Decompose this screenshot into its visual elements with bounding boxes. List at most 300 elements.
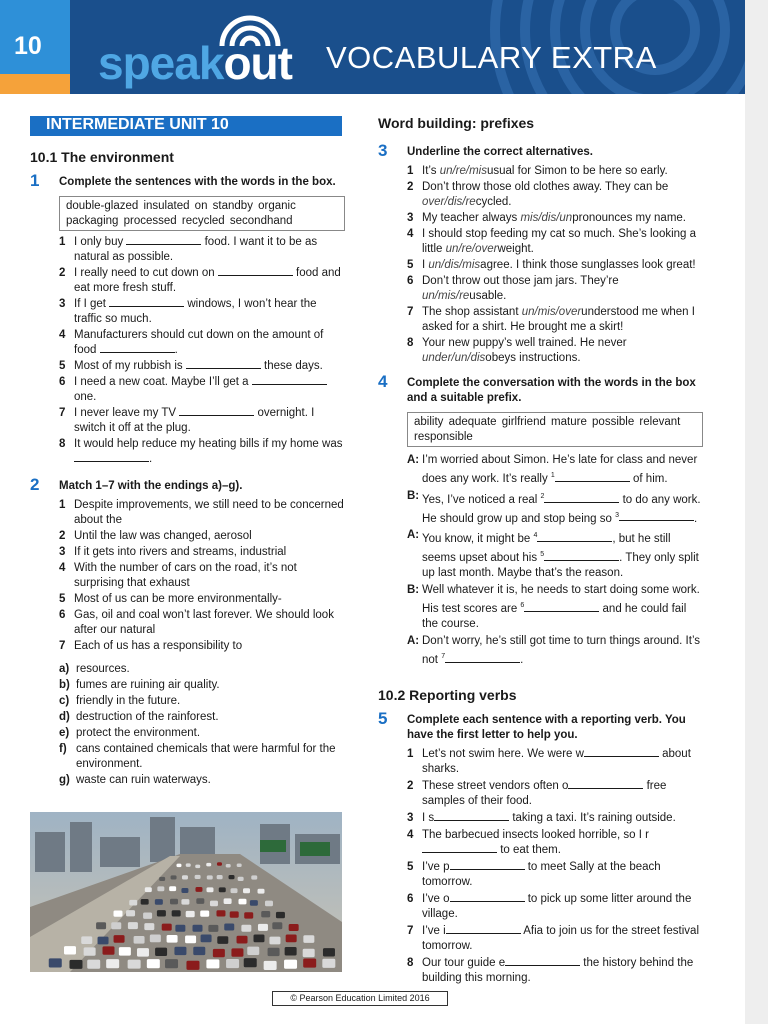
text-before-gap: If I get [74, 298, 110, 310]
item-text: Until the law was changed, aerosol [74, 530, 252, 542]
text-before-gap: I really need to cut down on [74, 267, 218, 279]
car [69, 960, 82, 969]
gap-number: 7 [441, 652, 446, 660]
prefix-options[interactable]: un/dis/mis [428, 259, 481, 271]
item-text [422, 227, 703, 257]
car [84, 947, 96, 955]
item-number: 2 [59, 267, 66, 279]
item-text [422, 336, 703, 366]
exercise-item [59, 437, 345, 467]
ending-letter: b) [59, 679, 70, 691]
item-text [74, 297, 345, 327]
prefix-options[interactable]: over/dis/re [422, 196, 476, 208]
ending-letter: e) [59, 727, 70, 739]
gap-number: 1 [550, 472, 555, 479]
word-box: double-glazed insulated on standby organic packaging processed recycled secondhand [59, 196, 345, 231]
car [237, 936, 248, 944]
item-number: 4 [59, 329, 66, 341]
exercise-item [59, 406, 345, 436]
car [237, 863, 242, 867]
car [186, 863, 191, 867]
item-text: Despite improvements, we still need to be concerned about the [74, 499, 344, 526]
car [226, 959, 239, 968]
text-after-options: obeys instructions. [485, 352, 581, 364]
exercise-1-header [30, 173, 345, 190]
item-text [422, 211, 703, 226]
car [186, 961, 199, 970]
exercise-item [59, 359, 345, 374]
item-number: 1 [59, 236, 66, 248]
car [206, 887, 213, 892]
car [207, 875, 213, 879]
item-number: 4 [59, 562, 66, 574]
car [165, 959, 178, 968]
item-number: 2 [59, 530, 66, 542]
exercise-item [59, 545, 345, 560]
car [284, 960, 297, 969]
prefix-options[interactable]: mis/dis/un [520, 212, 573, 224]
text-before-options: The shop assistant [422, 306, 522, 318]
ending-item [59, 710, 345, 725]
item-text [74, 235, 345, 265]
text-after-gap: these days. [260, 360, 323, 372]
car [224, 923, 234, 930]
gap-number: 3 [615, 511, 619, 519]
exercise-item [59, 498, 345, 528]
exercise-instruction: Complete each sentence with a reporting verb. You have the first letter to help you. [407, 713, 686, 741]
exercise-2-endings [59, 662, 345, 788]
answer-blank[interactable] [450, 860, 525, 870]
car [114, 935, 125, 943]
car [264, 961, 277, 970]
exercise-item [59, 608, 345, 638]
car [157, 910, 166, 916]
text-after-gap: taking a taxi. It’s raining outside. [509, 811, 676, 824]
answer-blank[interactable] [619, 511, 694, 521]
car [159, 877, 165, 881]
car [170, 899, 178, 905]
car [261, 911, 270, 917]
car [258, 889, 265, 894]
car [195, 865, 200, 869]
gap-number: 5 [540, 551, 545, 559]
right-column [378, 110, 703, 986]
car [155, 948, 167, 956]
line-text [422, 583, 703, 632]
item-number: 7 [59, 407, 66, 419]
speaker-label: B: [407, 584, 420, 597]
text-after-options: usual for Simon to be here so early. [486, 165, 668, 177]
car [219, 887, 226, 892]
text-after-gap: to pick up some litter around the village. [422, 892, 692, 920]
item-text [74, 359, 345, 374]
conversation-line [407, 453, 703, 487]
exercise-5-header [378, 708, 703, 743]
prefix-options[interactable]: un/re/mis [439, 165, 487, 177]
car [206, 959, 219, 968]
car [200, 910, 209, 916]
exercise-2-items [59, 498, 345, 654]
car [322, 959, 335, 968]
text-after-options: understood me when I asked for a shirt. He brought me a skirt! [422, 306, 695, 333]
answer-blank[interactable] [568, 779, 643, 789]
car [244, 958, 257, 967]
answer-blank[interactable] [109, 297, 184, 307]
car [210, 901, 218, 907]
text-before-gap: Well whatever it is, he needs to start doing some work. His test scores are [422, 584, 700, 615]
item-number: 6 [407, 275, 414, 287]
answer-blank[interactable] [179, 406, 254, 416]
item-text [74, 266, 345, 296]
car [167, 935, 178, 943]
header-title: VOCABULARY EXTRA [326, 40, 657, 75]
car [172, 910, 181, 916]
car [217, 875, 223, 879]
text-before-gap: Yes, I’ve noticed a real [422, 493, 541, 506]
car [126, 910, 135, 916]
prefix-options[interactable]: under/un/dis [422, 352, 486, 364]
car [272, 922, 282, 929]
car [181, 888, 188, 893]
prefix-options[interactable]: un/mis/re [422, 290, 470, 302]
exercise-item [407, 164, 703, 179]
car [303, 958, 316, 967]
text-after-gap: Afia to join us for the street festival tomorrow. [422, 924, 699, 952]
car [323, 948, 335, 956]
exercise-item [407, 227, 703, 257]
exercise-instruction: Complete the sentences with the words in the box. [59, 176, 336, 188]
car [175, 925, 185, 932]
answer-blank[interactable] [544, 551, 619, 561]
exercise-instruction: Complete the conversation with the words in the box and a suitable prefix. [407, 377, 696, 404]
line-text [422, 489, 703, 527]
exercise-item [59, 328, 345, 358]
car [145, 887, 152, 892]
text-before-options: It’s [422, 165, 440, 177]
car [182, 875, 188, 879]
copyright-footer: © Pearson Education Limited 2016 [272, 991, 448, 1006]
car [111, 922, 121, 929]
car [238, 899, 246, 905]
speaker-label: A: [407, 454, 420, 466]
text-before-gap: Our tour guide e [422, 956, 506, 969]
car [155, 899, 163, 905]
car [157, 886, 164, 891]
answer-blank[interactable] [505, 956, 580, 966]
answer-blank[interactable] [544, 493, 619, 503]
text-before-gap: I never leave my TV [74, 407, 180, 419]
text-after-gap: food and eat more fresh stuff. [74, 267, 341, 294]
car [174, 947, 186, 955]
item-number: 6 [59, 376, 66, 388]
item-number: 4 [407, 828, 414, 841]
item-number: 7 [407, 924, 414, 937]
text-before-gap: Most of my rubbish is [74, 360, 186, 372]
gap-number: 2 [540, 492, 545, 500]
item-number: 5 [407, 259, 414, 271]
car [244, 912, 253, 918]
text-before-options: Don’t throw out those jam jars. They’re [422, 275, 619, 287]
item-text [422, 892, 703, 922]
text-after-options: weight. [497, 243, 534, 255]
car [265, 901, 273, 907]
car [208, 925, 218, 932]
answer-blank[interactable] [446, 924, 521, 934]
car [129, 900, 137, 906]
text-after-gap: of him. [629, 472, 668, 485]
car [224, 898, 232, 904]
answer-blank[interactable] [218, 266, 293, 276]
gap-number: 4 [533, 532, 538, 540]
item-text [422, 924, 703, 954]
car [269, 937, 280, 945]
answer-blank[interactable] [524, 602, 599, 612]
answer-blank[interactable] [434, 811, 509, 821]
exercise-item [407, 828, 703, 858]
car [141, 899, 149, 905]
exercise-item [59, 266, 345, 296]
car [276, 912, 285, 918]
ending-text: friendly in the future. [76, 695, 181, 707]
speaker-label: A: [407, 634, 420, 647]
text-before-options: I should stop feeding my cat so much. She’s looking a little [422, 228, 697, 255]
text-after-gap: and he could fail the course. [422, 602, 687, 630]
exercise-number: 2 [30, 475, 40, 494]
item-number: 2 [407, 779, 414, 792]
answer-blank[interactable] [126, 235, 201, 245]
exercise-item [407, 747, 703, 777]
speaker-label: B: [407, 489, 420, 502]
item-text [422, 164, 703, 179]
exercise-3-items [407, 164, 703, 366]
text-after-options: agree. I think those sunglasses look great! [480, 259, 696, 271]
text-after-gap: to do any work. He should grow up and stop being so [422, 493, 701, 525]
text-after-gap: , but he still seems upset about his [422, 533, 671, 565]
car [96, 922, 106, 929]
text-before-options: Your new puppy’s well trained. He never [422, 337, 627, 349]
ending-text: fumes are ruining air quality. [76, 679, 220, 691]
section-title-reporting-verbs: 10.2 Reporting verbs [378, 686, 517, 703]
ending-letter: f) [59, 743, 67, 755]
exercise-item [59, 639, 345, 654]
item-number: 3 [59, 546, 66, 558]
exercise-item [59, 592, 345, 607]
car [137, 948, 149, 956]
exercise-item [407, 779, 703, 809]
item-number: 7 [59, 640, 66, 652]
page-header [0, 0, 745, 94]
car [196, 898, 204, 904]
text-before-gap: I’ve o [422, 892, 450, 905]
line-text [422, 453, 703, 487]
exercise-number: 5 [378, 708, 388, 728]
car [231, 888, 238, 893]
car [103, 946, 115, 954]
text-before-gap: I only buy [74, 236, 127, 248]
item-number: 5 [407, 860, 414, 873]
item-number: 1 [59, 499, 66, 511]
car [238, 877, 244, 881]
item-text [422, 860, 703, 890]
answer-blank[interactable] [537, 532, 612, 542]
exercise-3-header [378, 143, 703, 160]
text-before-gap: Manufacturers should cut down on the amount of food [74, 329, 324, 356]
exercise-item [59, 529, 345, 544]
item-number: 5 [59, 360, 66, 372]
ending-letter: a) [59, 663, 70, 675]
line-text [422, 634, 703, 668]
prefix-options[interactable]: un/re/over [445, 243, 498, 255]
car [286, 934, 297, 942]
text-before-gap: It would help reduce my heating bills if my home was [74, 438, 343, 450]
line-text [422, 528, 703, 581]
answer-blank[interactable] [252, 375, 327, 385]
exercise-item [407, 924, 703, 954]
ending-text: resources. [76, 663, 130, 675]
car [230, 911, 239, 917]
exercise-item [59, 375, 345, 405]
conversation-line [407, 634, 703, 668]
item-text [74, 406, 345, 436]
exercise-item [59, 235, 345, 265]
car [162, 924, 172, 931]
prefix-options[interactable]: un/mis/over [521, 306, 582, 318]
text-before-options: Don’t throw those old clothes away. They can be [422, 181, 669, 193]
item-text [422, 811, 703, 826]
ending-item [59, 742, 345, 772]
ending-letter: d) [59, 711, 70, 723]
item-number: 3 [59, 298, 66, 310]
car [134, 936, 145, 944]
exercise-1-items [59, 235, 345, 467]
car [253, 935, 264, 943]
exercise-item [407, 811, 703, 826]
car [217, 862, 222, 866]
text-after-gap: . They only split up last month. Maybe that’s the reason. [422, 552, 699, 580]
ending-item [59, 694, 345, 709]
car [186, 911, 195, 917]
item-text [422, 305, 703, 335]
exercise-item [407, 336, 703, 366]
item-number: 6 [407, 892, 414, 905]
left-column [30, 110, 345, 788]
exercise-item [407, 258, 703, 273]
text-before-gap: I’ve p [422, 860, 450, 873]
item-text [422, 747, 703, 777]
answer-blank[interactable] [422, 843, 497, 853]
car [128, 922, 138, 929]
answer-blank[interactable] [584, 747, 659, 757]
unit-banner: INTERMEDIATE UNIT 10 [30, 116, 342, 136]
car [206, 863, 211, 867]
text-before-gap: These street vendors often o [422, 779, 569, 792]
car [150, 935, 161, 943]
ending-text: cans contained chemicals that were harmful for the environment. [76, 743, 336, 770]
item-number: 1 [407, 747, 414, 760]
ending-item [59, 773, 345, 788]
ending-item [59, 726, 345, 741]
logo-text-speak: speak [98, 37, 224, 89]
car [49, 958, 62, 967]
text-after-options: cycled. [475, 196, 512, 208]
car [147, 959, 160, 968]
ending-item [59, 678, 345, 693]
ending-text: waste can ruin waterways. [76, 774, 211, 786]
page-number-tab [0, 0, 70, 94]
exercise-instruction: Underline the correct alternatives. [407, 146, 593, 158]
car [119, 947, 131, 955]
exercise-item [407, 305, 703, 335]
ending-letter: g) [59, 774, 70, 786]
item-text [422, 779, 703, 809]
car [193, 947, 205, 955]
item-text: If it gets into rivers and streams, industrial [74, 546, 287, 558]
text-before-gap: You know, it might be [422, 533, 534, 546]
car [98, 937, 109, 945]
logo-text-out: out [223, 37, 292, 89]
page-number: 10 [14, 32, 42, 60]
text-before-options: My teacher always [422, 212, 521, 224]
text-after-gap: the history behind the building this morning. [422, 956, 694, 984]
item-text [74, 375, 345, 405]
answer-blank[interactable] [445, 653, 520, 663]
ending-item [59, 662, 345, 677]
text-after-gap: windows, I won’t hear the traffic so much. [74, 298, 317, 325]
traffic-highway-photo [30, 812, 342, 972]
answer-blank[interactable] [555, 472, 630, 482]
exercise-item [407, 211, 703, 226]
exercise-number: 3 [378, 141, 388, 160]
item-number: 3 [407, 212, 414, 224]
answer-blank[interactable] [74, 452, 149, 462]
exercise-item [407, 956, 703, 986]
text-before-gap: Let’s not swim here. We were w [422, 747, 584, 760]
item-number: 5 [59, 593, 66, 605]
car [143, 913, 152, 919]
item-text: Most of us can be more environmentally- [74, 593, 282, 605]
car [128, 960, 141, 969]
text-after-options: usable. [469, 290, 507, 302]
exercise-item [59, 561, 345, 591]
text-after-gap: food. I want it to be as natural as possible. [74, 236, 318, 263]
car [192, 925, 202, 932]
item-number: 8 [59, 438, 66, 450]
answer-blank[interactable] [100, 343, 175, 353]
item-text [422, 258, 703, 273]
car [185, 936, 196, 944]
car [81, 936, 92, 944]
text-before-gap: I s [422, 811, 435, 824]
car [217, 936, 228, 944]
text-after-gap: overnight. I switch it off at the plug. [74, 407, 315, 434]
car [243, 888, 250, 893]
car [169, 886, 176, 891]
exercise-item [407, 892, 703, 922]
text-before-gap: I’m worried about Simon. He’s late for class and never does any work. It’s really [422, 454, 698, 485]
answer-blank[interactable] [450, 892, 525, 902]
answer-blank[interactable] [186, 359, 261, 369]
conversation-line [407, 583, 703, 632]
text-before-gap: I need a new coat. Maybe I’ll get a [74, 376, 252, 388]
gap-number: 6 [520, 602, 525, 610]
section-title-word-building: Word building: prefixes [378, 115, 535, 131]
car [231, 948, 243, 956]
car [87, 960, 100, 969]
exercise-number: 1 [30, 171, 40, 190]
exercise-item [407, 274, 703, 304]
text-after-gap: to meet Sally at the beach tomorrow. [422, 860, 661, 888]
car [303, 935, 314, 943]
